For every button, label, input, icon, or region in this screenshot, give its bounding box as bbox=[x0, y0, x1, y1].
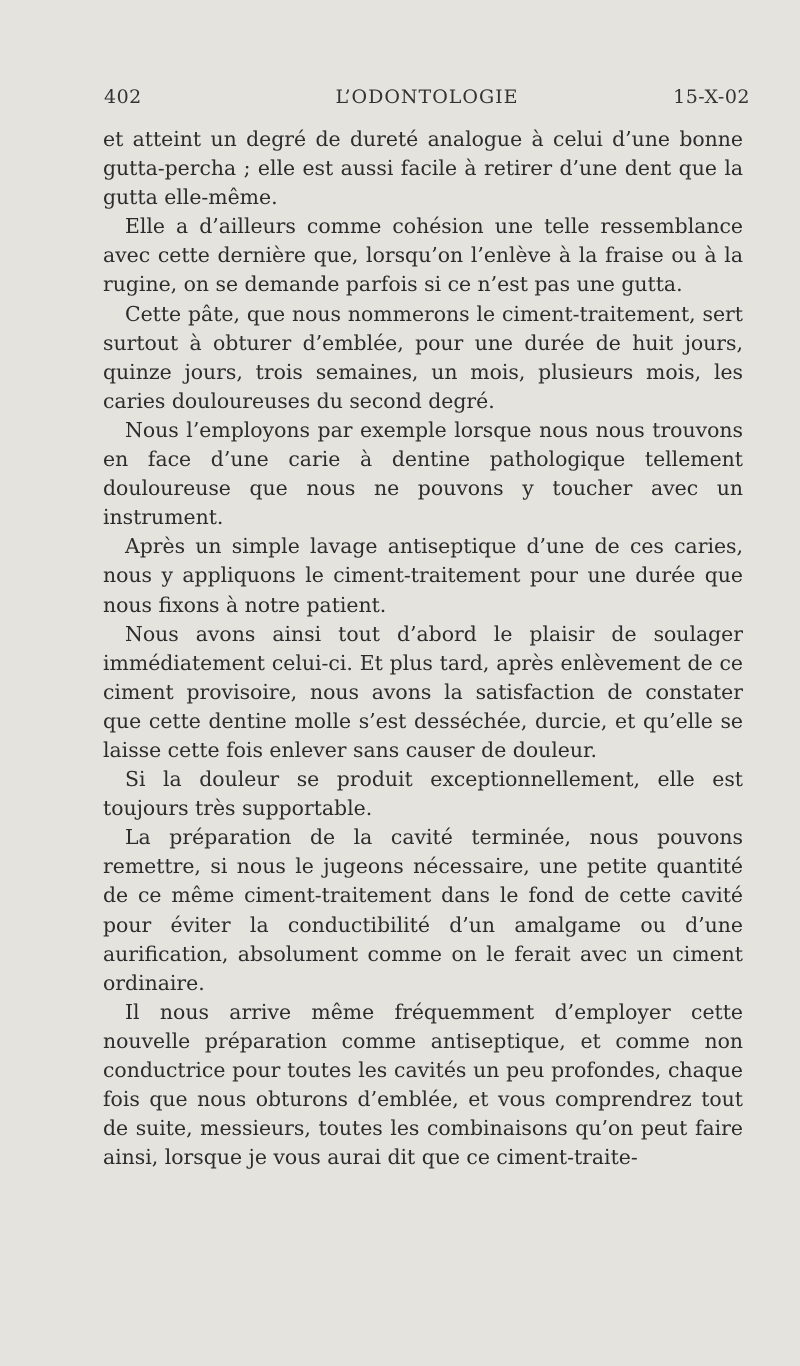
journal-title: L’ODONTOLOGIE bbox=[335, 86, 519, 108]
issue-date: 15-X-02 bbox=[673, 86, 750, 108]
paragraph: Nous avons ainsi tout d’abord le plaisir de soulager immédiatement celui-ci. Et plus tard, après enlèvement de ce ciment provisoire, nous avons la satisfaction de constater que cette dentine molle s’est desséchée, durcie, et qu’elle se laisse cette fois enlever sans causer de douleur. bbox=[103, 621, 743, 762]
paragraph: Il nous arrive même fréquemment d’employer cette nouvelle préparation comme antiseptique, et comme non conductrice pour toutes les cavités un peu profondes, chaque fois que nous obturons d’emblée, et vous comprendrez tout de suite, messieurs, toutes les combinaisons qu’on peut faire ainsi, lorsque je vous aurai dit que ce ciment-traite- bbox=[103, 999, 743, 1170]
paragraph: Après un simple lavage antiseptique d’une de ces caries, nous y appliquons le ciment-traitement pour une durée que nous fixons à notre patient. bbox=[103, 534, 743, 617]
paragraph: La préparation de la cavité terminée, nous pouvons remettre, si nous le jugeons nécessaire, une petite quantité de ce même ciment-traitement dans le fond de cette cavité pour éviter la conductibilité d’un amalgame ou d’une aurification, absolument comme on le ferait avec un ciment ordinaire. bbox=[103, 825, 743, 995]
paragraph: Cette pâte, que nous nommerons le ciment-traitement, sert surtout à obturer d’emblée, pour une durée de huit jours, quinze jours, trois semaines, un mois, plusieurs mois, les caries douloureuses du second degré. bbox=[103, 301, 743, 413]
paragraph: Nous l’employons par exemple lorsque nous nous trouvons en face d’une carie à dentine pathologique tellement douloureuse que nous ne pouvons y toucher avec un instrument. bbox=[103, 417, 743, 530]
paragraph: Si la douleur se produit exceptionnellement, elle est toujours très supportable. bbox=[103, 767, 743, 821]
running-head bbox=[104, 86, 750, 116]
paragraph: Elle a d’ailleurs comme cohésion une telle ressemblance avec cette dernière que, lorsqu’on l’enlève à la fraise ou à la rugine, on se demande parfois si ce n’est pas une gutta. bbox=[103, 214, 743, 297]
page-number: 402 bbox=[104, 86, 142, 108]
body-text bbox=[103, 125, 743, 1172]
paragraph: et atteint un degré de dureté analogue à celui d’une bonne gutta-percha ; elle est aussi facile à retirer d’une dent que la gutta elle-même. bbox=[103, 127, 743, 210]
